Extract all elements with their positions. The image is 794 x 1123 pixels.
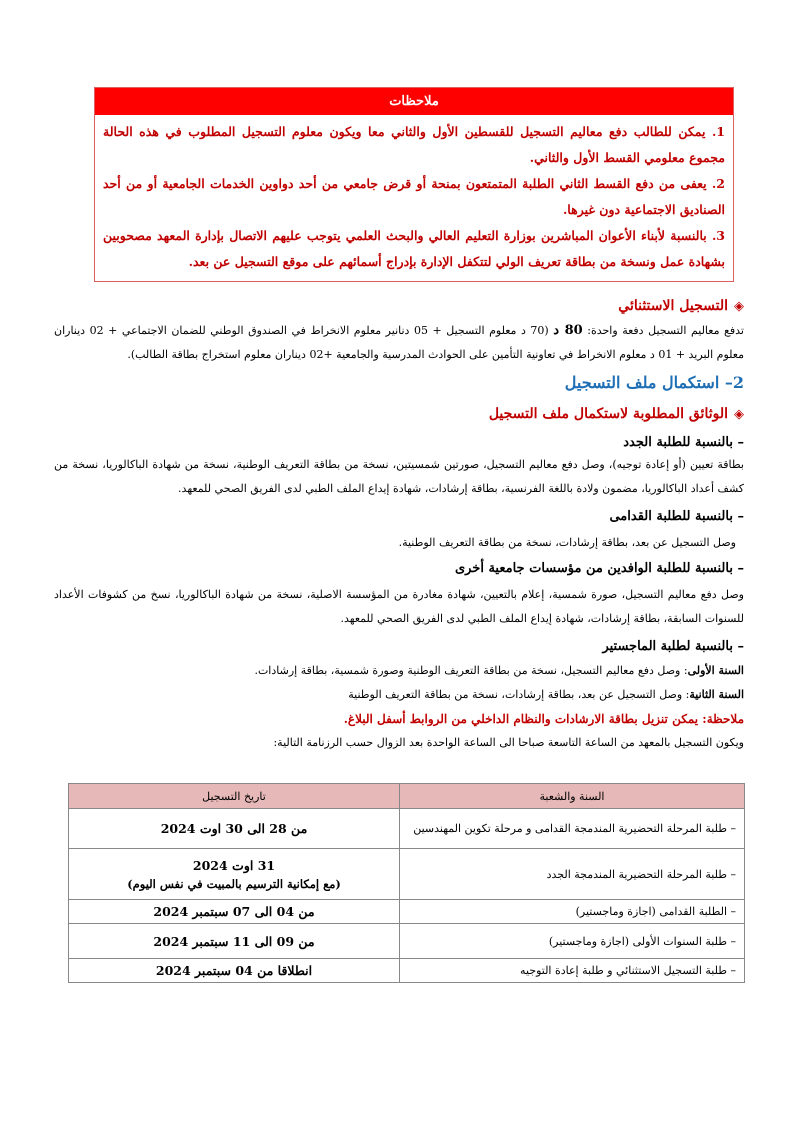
row-date: من 28 الى 30 اوت 2024 — [69, 809, 400, 849]
row-date: من 04 الى 07 سبتمبر 2024 — [69, 900, 400, 924]
notes-title: ملاحظات — [95, 88, 733, 115]
new-students-text: بطاقة تعيين (أو إعادة توجيه)، وصل دفع معاليم التسجيل، صورتين شمسيتين، نسخة من بطاقة التعريف الوطنية، نسخة من شهادة الباكالوريا، نسخة من كشف أعداد الباكالوريا، مضمون ولادة باللغة الفرنسية، بطاقة إرشادات، شهادة إيداع الملف الطبي لدى الفريق الصحي للمعهد. — [54, 458, 744, 495]
table-row — [69, 809, 745, 849]
exceptional-heading-text: التسجيل الاستثنائي — [618, 298, 728, 314]
schedule-intro: ويكون التسجيل بالمعهد من الساعة التاسعة صباحا الى الساعة الواحدة بعد الزوال حسب الرزنامة التالية: — [273, 736, 744, 749]
master-students-heading: – بالنسبة لطلبة الماجستير — [602, 639, 744, 654]
master-year1 — [54, 659, 744, 683]
note-item: 3. بالنسبة لأبناء الأعوان المباشرين بوزارة التعليم العالي والبحث العلمي يتوجب عليهم الاتصال بإدارة المعهد مصحوبين بشهادة عمل ونسخة من بطاقة تعريف الولي لتتكفل الإدارة بإدراج أسمائهم على موقع التسجيل عن بعد. — [103, 228, 725, 269]
master-year1-text: : وصل دفع معاليم التسجيل، نسخة من بطاقة التعريف الوطنية وصورة شمسية، بطاقة إرشادات. — [254, 664, 688, 677]
notes-list — [95, 115, 733, 281]
exceptional-fees-paragraph — [54, 319, 744, 367]
row-date — [69, 849, 400, 900]
diamond-bullet-icon: ◈ — [734, 299, 744, 314]
row-date: انطلاقا من 04 سبتمبر 2024 — [69, 959, 400, 983]
table-row — [69, 900, 745, 924]
section-2-title: 2– استكمال ملف التسجيل — [564, 373, 744, 392]
old-students-heading: – بالنسبة للطلبة القدامى — [609, 509, 744, 524]
row-category: – طلبة المرحلة التحضيرية المندمجة الجدد — [400, 849, 745, 900]
table-header-row — [69, 784, 745, 809]
exceptional-heading — [54, 296, 744, 317]
master-year2-text: : وصل التسجيل عن بعد، بطاقة إرشادات، نسخة من بطاقة التعريف الوطنية — [348, 688, 690, 701]
table-row — [69, 959, 745, 983]
download-note: ملاحظة: يمكن تنزيل بطاقة الارشادات والنظام الداخلي من الروابط أسفل البلاغ. — [343, 712, 744, 726]
notes-box — [94, 87, 734, 282]
section-complete-file — [54, 372, 744, 755]
master-year1-label: السنة الأولى — [687, 664, 744, 677]
row-category: – طلبة المرحلة التحضيرية المندمجة القدامى و مرحلة تكوين المهندسين — [400, 809, 745, 849]
fees-amount: 80 د — [553, 323, 583, 338]
row-date-main: 31 اوت 2024 — [192, 857, 276, 873]
master-year2-label: السنة الثانية — [689, 688, 744, 701]
old-students-text: وصل التسجيل عن بعد، بطاقة إرشادات، نسخة من بطاقة التعريف الوطنية. — [398, 536, 736, 549]
docs-heading-text: الوثائق المطلوبة لاستكمال ملف التسجيل — [488, 406, 728, 422]
row-category: – الطلبة القدامى (اجازة وماجستير) — [400, 900, 745, 924]
row-category: – طلبة السنوات الأولى (اجازة وماجستير) — [400, 924, 745, 959]
registration-schedule-table — [68, 783, 745, 983]
table-row — [69, 849, 745, 900]
row-category: – طلبة التسجيل الاستثنائي و طلبة إعادة التوجيه — [400, 959, 745, 983]
new-students-heading: – بالنسبة للطلبة الجدد — [623, 435, 744, 450]
diamond-bullet-icon: ◈ — [734, 407, 744, 422]
transfer-students-heading: – بالنسبة للطلبة الوافدين من مؤسسات جامعية أخرى — [454, 561, 744, 576]
header-category: السنة والشعبة — [400, 784, 745, 809]
header-date: تاريخ التسجيل — [69, 784, 400, 809]
exceptional-registration-section — [54, 296, 744, 367]
note-item: 1. يمكن للطالب دفع معاليم التسجيل للقسطين الأول والثاني معا ويكون معلوم التسجيل المطلوب في هذه الحالة مجموع معلومي القسط الأول والثاني. — [103, 124, 725, 165]
table-row — [69, 924, 745, 959]
row-date-sub: (مع إمكانية الترسيم بالمبيت في نفس اليوم) — [127, 876, 341, 891]
docs-heading — [54, 404, 744, 425]
row-date: من 09 الى 11 سبتمبر 2024 — [69, 924, 400, 959]
master-year2 — [54, 683, 744, 707]
transfer-students-text: وصل دفع معاليم التسجيل، صورة شمسية، إعلام بالتعيين، شهادة مغادرة من المؤسسة الاصلية، نسخة من شهادة الباكالوريا، نسخ من كشوفات الأعداد للسنوات السابقة، بطاقة إرشادات، شهادة إيداع الملف الطبي لدى الفريق الصحي للمعهد. — [54, 588, 744, 625]
note-item: 2. يعفى من دفع القسط الثاني الطلبة المتمتعون بمنحة أو قرض جامعي من أحد دواوين الخدمات الجامعية أو من أحد الصناديق الاجتماعية دون غيرها. — [103, 176, 725, 217]
fees-text-before: تدفع معاليم التسجيل دفعة واحدة: — [582, 324, 744, 337]
fees-text-after: (70 د معلوم التسجيل + 05 دنانير معلوم الانخراط في الصندوق الوطني للضمان الاجتماعي + 02 ديناران معلوم البريد + 01 د معلوم الانخراط في تعاونية التأمين على الحوادث المدرسية والجامعية +02 ديناران معلوم استخراج بطاقة الطالب). — [54, 324, 744, 361]
